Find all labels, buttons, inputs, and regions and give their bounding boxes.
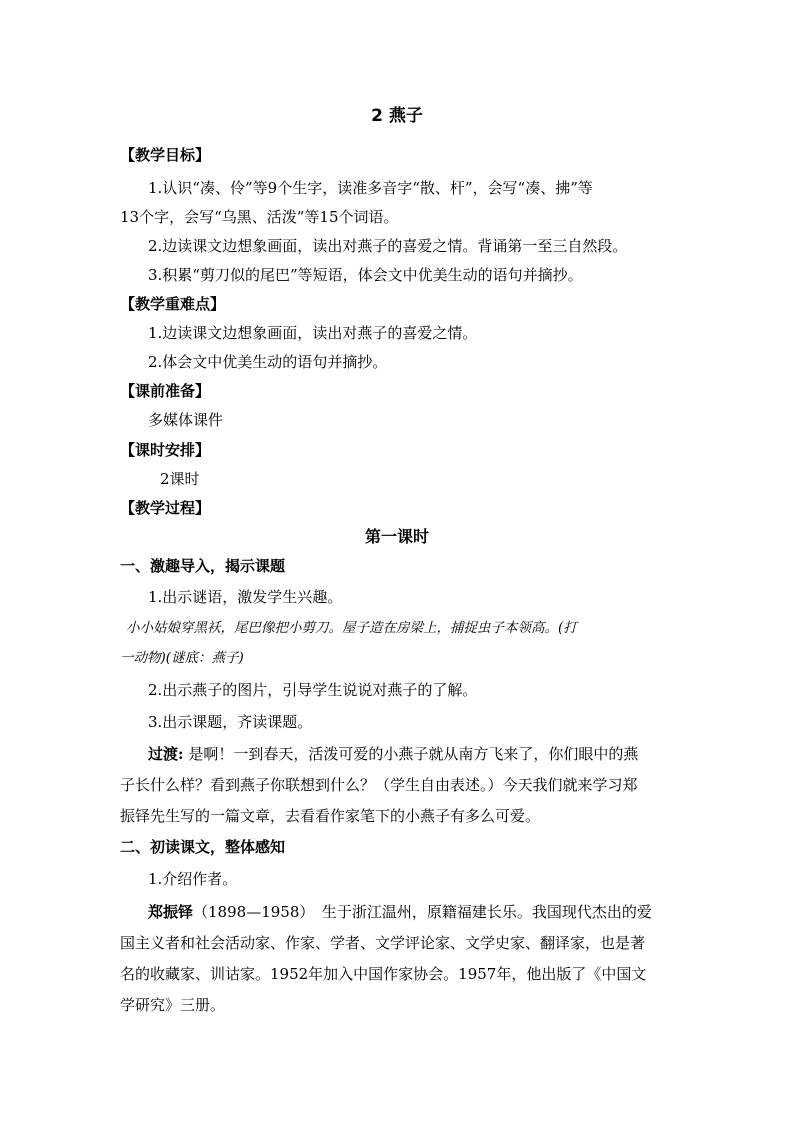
transition-line-1: [148, 744, 638, 764]
preparation-text: 多媒体课件: [148, 411, 224, 429]
riddle-line-1: 小小姑娘穿黑袄，尾巴像把小剪刀。屋子造在房梁上，捕捉虫子本领高。(打: [126, 620, 577, 636]
objective-2: 2.边读课文边想象画面，读出对燕子的喜爱之情。背诵第一至三自然段。: [148, 237, 628, 255]
key-point-2: 2.体会文中优美生动的语句并摘抄。: [148, 353, 388, 371]
author-text-1: （1898—1958） 生于浙江温州，原籍福建长乐。我国现代杰出的爱: [193, 903, 652, 921]
transition-line-3: 振铎先生写的一篇文章，去看看作家笔下的小燕子有多么可爱。: [120, 807, 541, 825]
key-points-heading: 【教学重难点】: [120, 295, 226, 313]
section-2-heading: 二、初读课文，整体感知: [120, 838, 286, 856]
author-line-4: 学研究》三册。: [120, 996, 226, 1014]
key-point-1: 1.边读课文边想象画面，读出对燕子的喜爱之情。: [148, 324, 478, 342]
author-line-1: [148, 902, 652, 922]
transition-label: 过渡:: [148, 745, 184, 763]
riddle-line-2: 一动物)(谜底：燕子): [120, 650, 244, 666]
section-1-step-3: 3.出示课题，齐读课题。: [148, 713, 313, 731]
author-name: 郑振铎: [148, 903, 194, 921]
process-heading: 【教学过程】: [120, 499, 211, 517]
schedule-heading: 【课时安排】: [120, 441, 211, 459]
transition-text-1: 是啊！一到春天，活泼可爱的小燕子就从南方飞来了，你们眼中的燕: [183, 745, 639, 763]
objective-1-line-1: 1.认识“凑、伶”等9个生字，读准多音字“散、杆”，会写“凑、拂”等: [148, 179, 593, 197]
lesson-title: 第一课时: [364, 527, 429, 546]
objectives-heading: 【教学目标】: [120, 146, 211, 164]
section-1-step-2: 2.出示燕子的图片，引导学生说说对燕子的了解。: [148, 681, 478, 699]
objective-1-line-2: 13个字，会写“乌黑、活泼”等15个词语。: [120, 208, 399, 226]
preparation-heading: 【课前准备】: [120, 382, 211, 400]
author-line-2: 国主义者和社会活动家、作家、学者、文学评论家、文学史家、翻译家，也是著: [120, 934, 646, 952]
author-line-3: 名的收藏家、训诂家。1952年加入中国作家协会。1957年，他出版了《中国文: [120, 965, 647, 983]
document-title: 2 燕子: [371, 106, 423, 126]
section-1-step-1: 1.出示谜语，激发学生兴趣。: [148, 588, 343, 606]
schedule-text: 2课时: [160, 470, 200, 488]
section-1-heading: 一、激趣导入，揭示课题: [120, 557, 286, 575]
objective-3: 3.积累“剪刀似的尾巴”等短语，体会文中优美生动的语句并摘抄。: [148, 266, 583, 284]
section-2-step-1: 1.介绍作者。: [148, 870, 238, 888]
transition-line-2: 子长什么样？看到燕子你联想到什么？（学生自由表述。）今天我们就来学习郑: [120, 776, 638, 794]
